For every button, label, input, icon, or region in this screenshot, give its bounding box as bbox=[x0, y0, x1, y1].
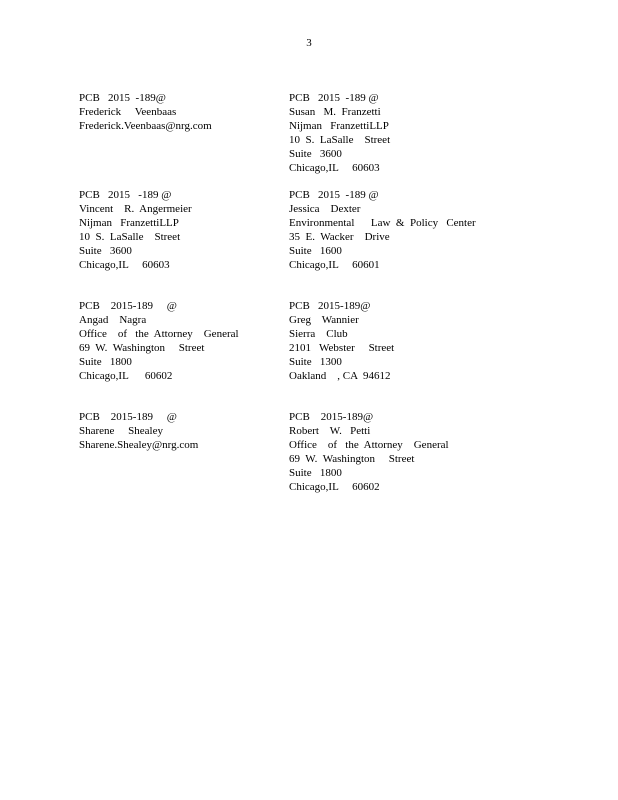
recipient-name: Robert W. Petti bbox=[289, 425, 371, 437]
suite-number: Suite 3600 bbox=[79, 245, 132, 257]
recipient-name: Greg Wannier bbox=[289, 314, 359, 326]
street-address: 10 S. LaSalle Street bbox=[79, 231, 181, 243]
street-address: 69 W. Washington Street bbox=[79, 342, 205, 354]
recipient-name: Vincent R. Angermeier bbox=[79, 203, 192, 215]
case-number-line: PCB 2015-189@ bbox=[289, 411, 374, 423]
city-state-zip: Chicago,IL 60602 bbox=[79, 370, 173, 382]
street-address: 35 E. Wacker Drive bbox=[289, 231, 390, 243]
service-entry-sharene-shealey bbox=[79, 410, 279, 452]
suite-number: Suite 1800 bbox=[79, 356, 132, 368]
street-address: 10 S. LaSalle Street bbox=[289, 134, 391, 146]
suite-number: Suite 3600 bbox=[289, 148, 342, 160]
city-state-zip: Chicago,IL 60603 bbox=[289, 162, 380, 174]
page-number: 3 bbox=[306, 37, 312, 49]
street-address: 69 W. Washington Street bbox=[289, 453, 415, 465]
recipient-name: Sharene Shealey bbox=[79, 425, 163, 437]
recipient-email: Frederick.Veenbaas@nrg.com bbox=[79, 120, 212, 132]
city-state-zip: Chicago,IL 60602 bbox=[289, 481, 380, 493]
recipient-email: Sharene.Shealey@nrg.com bbox=[79, 439, 199, 451]
case-number-line: PCB 2015 -189 @ bbox=[289, 92, 379, 104]
recipient-name: Jessica Dexter bbox=[289, 203, 361, 215]
suite-number: Suite 1600 bbox=[289, 245, 342, 257]
recipient-organization: Office of the Attorney General bbox=[289, 439, 449, 451]
suite-number: Suite 1300 bbox=[289, 356, 342, 368]
recipient-organization: Environmental Law & Policy Center bbox=[289, 217, 476, 229]
case-number-line: PCB 2015-189 @ bbox=[79, 300, 177, 312]
case-number-line: PCB 2015 -189 @ bbox=[79, 189, 172, 201]
recipient-organization: Sierra Club bbox=[289, 328, 348, 340]
recipient-name: Susan M. Franzetti bbox=[289, 106, 381, 118]
city-state-zip: Oakland , CA 94612 bbox=[289, 370, 391, 382]
suite-number: Suite 1800 bbox=[289, 467, 342, 479]
service-entry-angad-nagra bbox=[79, 299, 279, 383]
recipient-name: Angad Nagra bbox=[79, 314, 147, 326]
service-entry-frederick-veenbaas bbox=[79, 91, 279, 133]
case-number-line: PCB 2015-189 @ bbox=[79, 411, 177, 423]
case-number-line: PCB 2015-189@ bbox=[289, 300, 371, 312]
case-number-line: PCB 2015 -189@ bbox=[79, 92, 166, 104]
service-entry-greg-wannier bbox=[289, 299, 489, 383]
service-entry-robert-petti bbox=[289, 410, 489, 494]
recipient-organization: Nijman FranzettiLLP bbox=[79, 217, 179, 229]
street-address: 2101 Webster Street bbox=[289, 342, 395, 354]
service-entry-vincent-angermeier bbox=[79, 188, 279, 272]
city-state-zip: Chicago,IL 60603 bbox=[79, 259, 170, 271]
recipient-organization: Office of the Attorney General bbox=[79, 328, 239, 340]
city-state-zip: Chicago,IL 60601 bbox=[289, 259, 380, 271]
recipient-name: Frederick Veenbaas bbox=[79, 106, 177, 118]
recipient-organization: Nijman FranzettiLLP bbox=[289, 120, 389, 132]
case-number-line: PCB 2015 -189 @ bbox=[289, 189, 379, 201]
service-entry-susan-franzetti bbox=[289, 91, 489, 175]
service-entry-jessica-dexter bbox=[289, 188, 489, 272]
